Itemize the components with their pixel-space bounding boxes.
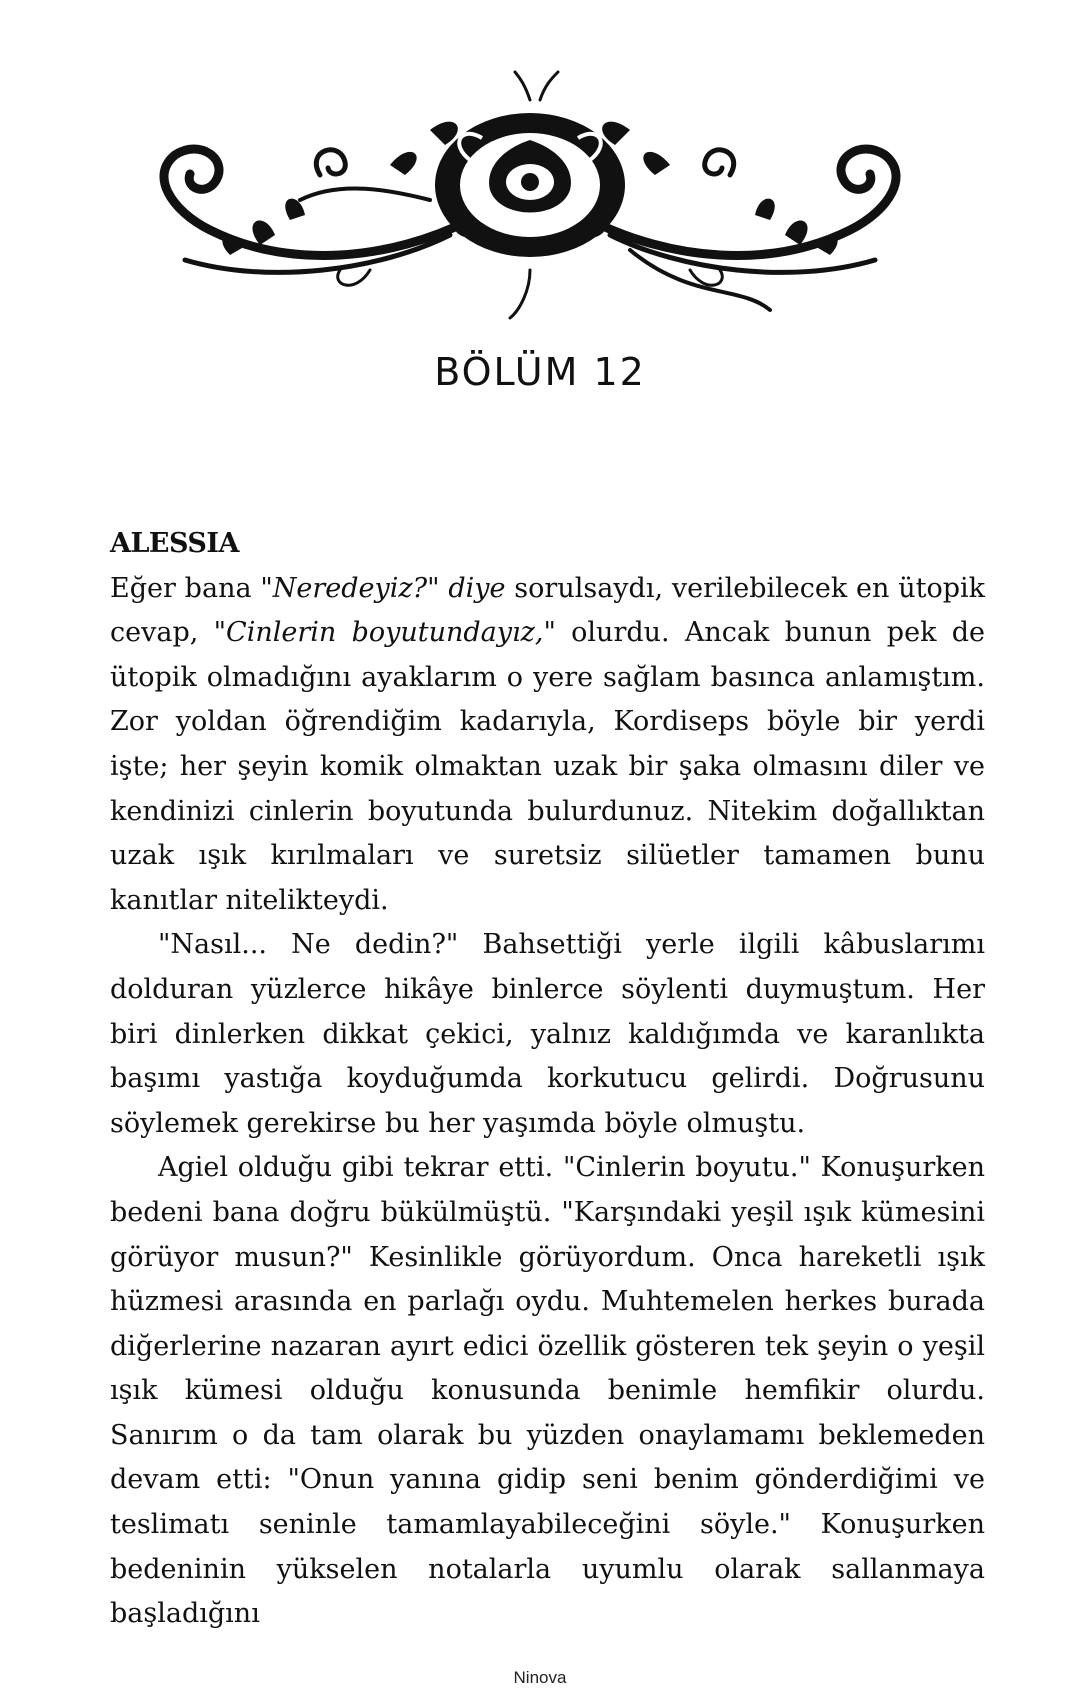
body-text [110, 522, 985, 1637]
paragraph-1 [110, 567, 985, 924]
paragraph-1-part-3: olurdu. Ancak bunun pek de ütopik olmadığını ayaklarım o yere sağlam basınca anlamıştım. Zor yoldan öğrendiğim kadarıyla, Kordiseps böyle bir yerdi işte; her şeyin komik olmaktan uzak bir şaka olmasını diler ve kendinizi cinlerin boyutunda bulurdunuz. Nitekim doğallıktan uzak ışık kırılmaları ve suretsiz silüetler tamamen bunu kanıtlar nitelikteydi. [110, 617, 985, 916]
paragraph-1-part-2: sorulsaydı, verilebilecek en ütopik cevap, [110, 572, 985, 649]
chapter-title: BÖLÜM 12 [434, 350, 646, 394]
floral-scroll-ornament-icon [90, 70, 970, 320]
narrator-heading: ALESSIA [110, 528, 239, 559]
paragraph-1-part-1: Eğer bana [110, 572, 261, 604]
paragraph-1-italic-2: "Cinlerin boyutundayız," [213, 617, 556, 649]
paragraph-2: "Nasıl... Ne dedin?" Bahsettiği yerle ilgili kâbuslarımı dolduran yüzlerce hikâye binlerce söylenti duymuştum. Her biri dinlerken dikkat çekici, yalnız kaldığımda ve karanlıkta başımı yastığa koyduğumda korkutucu gelirdi. Doğrusunu söylemek gerekirse bu her yaşımda böyle olmuştu. [110, 929, 985, 1139]
paragraph-1-italic-1: "Neredeyiz?" diye [260, 572, 506, 604]
paragraph-3: Agiel olduğu gibi tekrar etti. "Cinlerin boyutu." Konuşurken bedeni bana doğru bükülmüştü. "Karşındaki yeşil ışık kümesini görüyor musun?" Kesinlikle görüyordum. Onca hareketli ışık hüzmesi arasında en parlağı oydu. Muhtemelen herkes burada diğerlerine nazaran ayırt edici özellik gösteren tek şeyin o yeşil ışık kümesi olduğu konusunda benimle hemfikir olurdu. Sanırım o da tam olarak bu yüzden onaylamamı beklemeden devam etti: "Onun yanına gidip seni benim gönderdiğimi ve teslimatı seninle tamamlayabileceğini söyle." Konuşurken bedeninin yükselen notalarla uyumlu olarak sallanmaya başladığını [110, 1152, 985, 1630]
publisher-footer: Ninova [513, 1668, 567, 1687]
